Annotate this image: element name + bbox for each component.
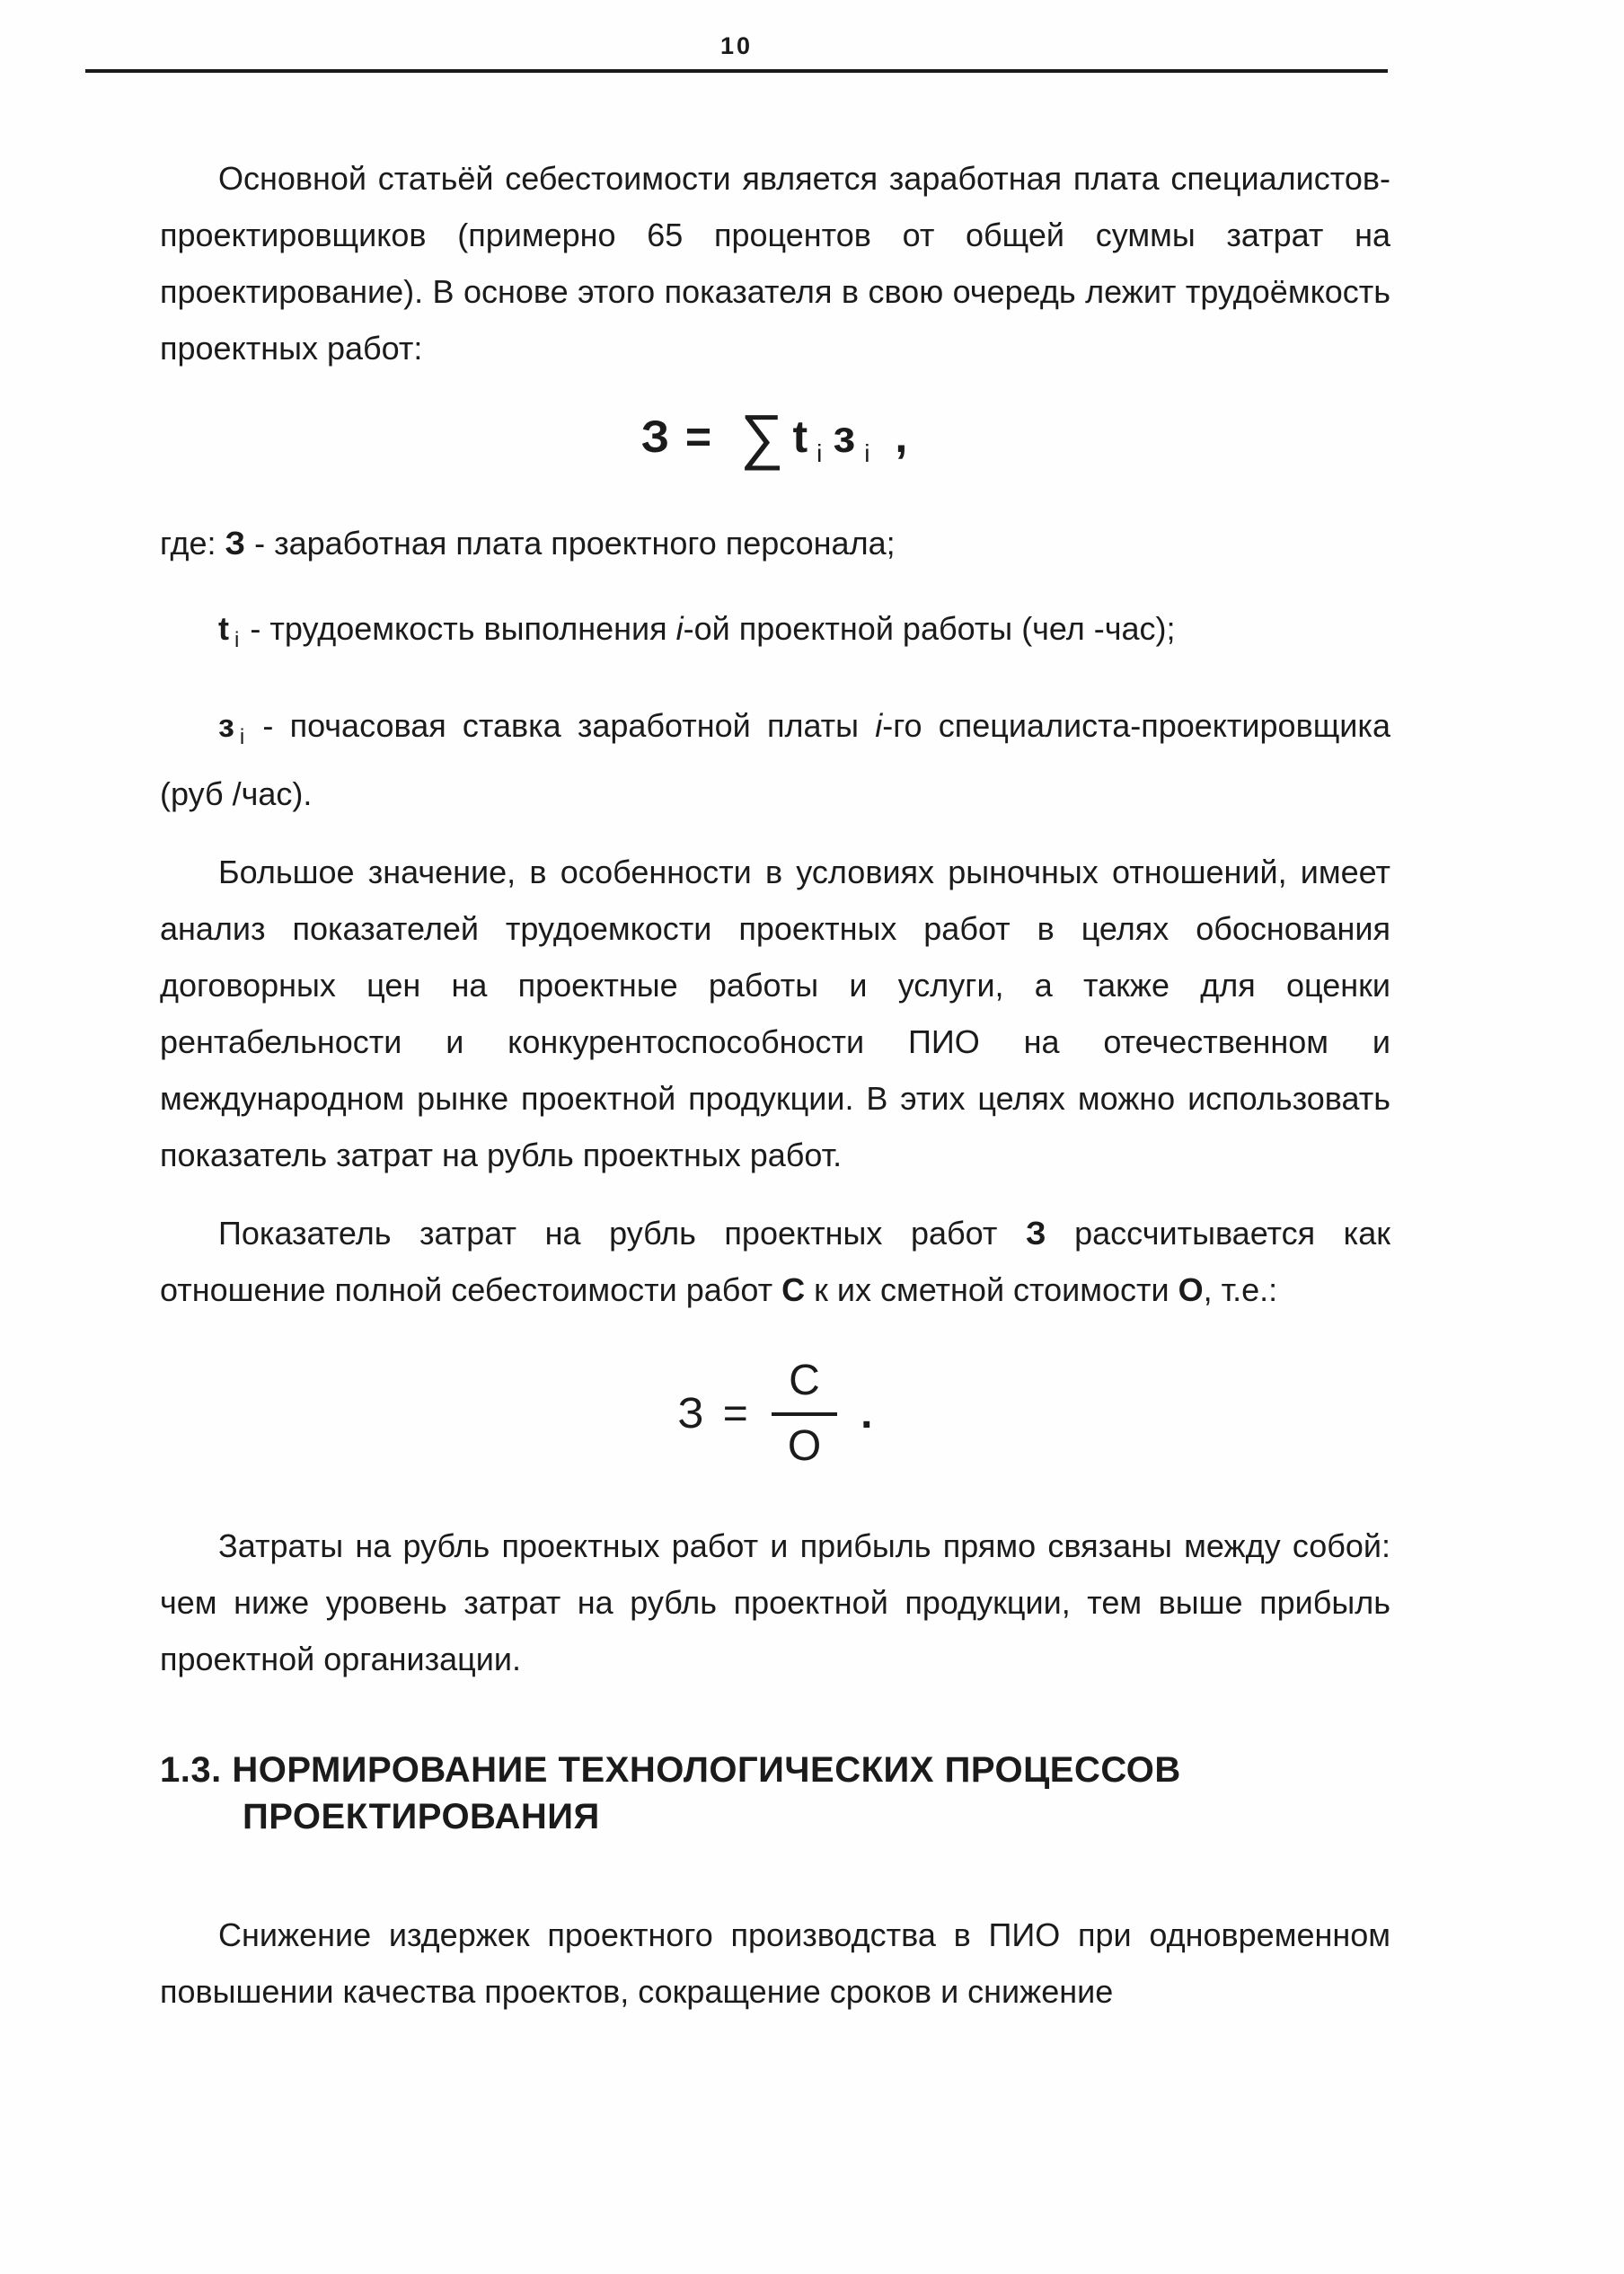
term-z-salary: З [225, 525, 246, 562]
heading-line1: 1.3. НОРМИРОВАНИЕ ТЕХНОЛОГИЧЕСКИХ ПРОЦЕССОВ [160, 1750, 1181, 1791]
paragraph-cost-ratio [160, 1205, 1390, 1318]
term-z: з [218, 707, 234, 745]
term-t: t [218, 610, 229, 647]
formula-sub-i: i [816, 439, 825, 467]
t-definition-text-1: - трудоемкость выполнения [241, 610, 676, 647]
italic-i2: i [875, 707, 883, 745]
formula-salary-sum [160, 402, 1390, 472]
z-definition-text-2: -го специалиста-проектировщика (руб /час). [160, 707, 1390, 813]
term-o-estimate: О [1178, 1271, 1204, 1309]
term-t-subscript: i [234, 628, 240, 653]
where-definition-text: - заработная плата проектного персонала; [245, 525, 896, 562]
formula-lhs: З = [640, 411, 728, 462]
ratio-text-1: Показатель затрат на рубль проектных работ [218, 1215, 1026, 1252]
fraction-lhs: З = [677, 1389, 752, 1438]
definition-z [160, 697, 1390, 822]
term-z-ratio: З [1025, 1215, 1046, 1252]
fraction-numerator: С [789, 1357, 820, 1405]
formula-var-t: t [792, 411, 810, 462]
t-definition-text-2: -ой проектной работы (чел -час); [683, 610, 1176, 647]
paragraph-market-analysis: Большое значение, в особенности в условиях рыночных отношений, имеет анализ показателей трудоемкости проектных работ в целях обоснования договорных цен на проектные работы и услуги, а также для оценки рентабельности и конкурентоспособности ПИО на отечественном и международном рынке проектной продукции. В этих целях можно использовать показатель затрат на рубль проектных работ. [160, 854, 1390, 1174]
sigma-symbol: ∑ [740, 403, 786, 471]
paragraph-intro: Основной статьёй себестоимости является заработная плата специалистов-проектировщиков (примерно 65 процентов от общей суммы затрат на проектирование). В основе этого показателя в свою очередь лежит трудоёмкость проектных работ: [160, 160, 1390, 367]
formula-cost-ratio [160, 1356, 1390, 1471]
z-definition-text-1: - почасовая ставка заработной платы [246, 707, 876, 745]
paragraph-profit-link: Затраты на рубль проектных работ и прибыль прямо связаны между собой: чем ниже уровень затрат на рубль проектной продукции, тем выше прибыль проектной организации. [160, 1527, 1390, 1678]
italic-i: i [675, 610, 684, 647]
header-rule [85, 69, 1388, 73]
formula-sub-i2: i [864, 439, 872, 467]
heading-line2: ПРОЕКТИРОВАНИЯ [243, 1797, 600, 1837]
ratio-text-2: рассчитывается как отношение полной себестоимости работ [160, 1215, 1390, 1309]
fraction [772, 1356, 837, 1471]
definition-t [160, 600, 1390, 668]
fraction-denominator: О [772, 1412, 837, 1471]
ratio-text-3: к их сметной стоимости [805, 1271, 1178, 1309]
page-content [160, 150, 1390, 2020]
term-c-cost: С [781, 1271, 806, 1309]
page-number: 10 [719, 32, 754, 59]
section-heading [160, 1747, 1390, 1840]
definition-where [160, 515, 1390, 571]
term-z-subscript: i [239, 725, 245, 750]
formula-comma: , [880, 411, 910, 462]
ratio-text-4: , т.е.: [1203, 1271, 1278, 1309]
fraction-period: . [861, 1389, 873, 1438]
where-label: где: [160, 525, 225, 562]
paragraph-cost-reduction: Снижение издержек проектного производства в ПИО при одновременном повышении качества проектов, сокращение сроков и снижение [160, 1916, 1390, 2011]
formula-var-z: з [833, 411, 858, 462]
